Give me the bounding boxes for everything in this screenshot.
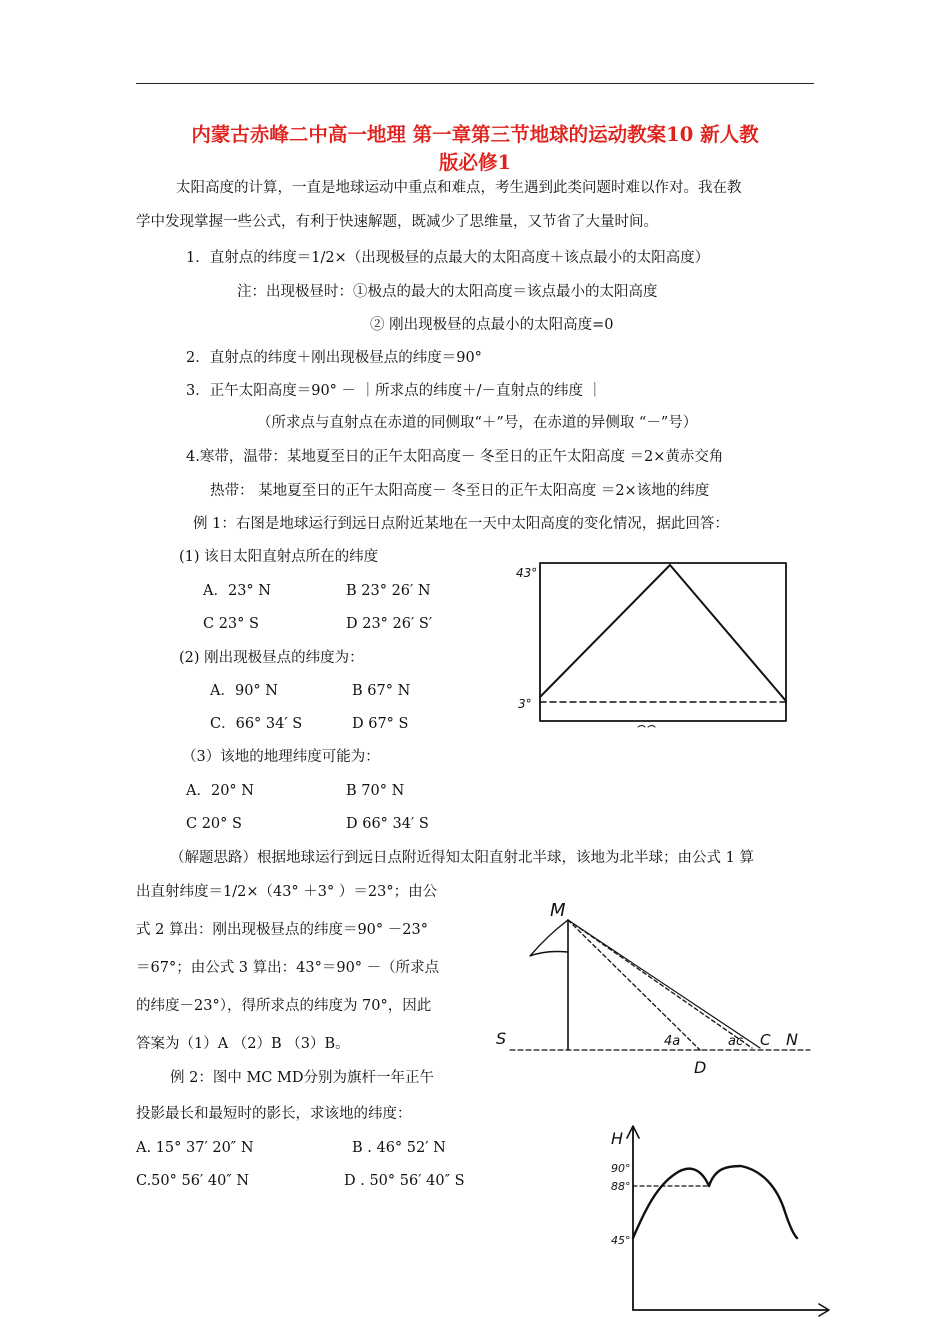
question-2: (2) 刚出现极昼点的纬度为： bbox=[179, 650, 364, 666]
sun-ray-D bbox=[568, 920, 700, 1050]
sun-altitude-figure bbox=[510, 555, 800, 735]
label-D: D bbox=[694, 1058, 707, 1077]
question-1: (1) 该日太阳直射点所在的纬度 bbox=[179, 549, 379, 565]
document-title-cont: 版必修1 bbox=[438, 151, 512, 174]
label-N: N bbox=[786, 1030, 798, 1049]
tick-88: 88° bbox=[611, 1180, 631, 1193]
option: B 70° N bbox=[346, 783, 405, 799]
flagpole-shadow-figure bbox=[490, 890, 820, 1080]
formula-note: 注：出现极昼时：①极点的最大的太阳高度＝该点最小的太阳高度 bbox=[237, 284, 658, 300]
option: C 20° S bbox=[186, 816, 242, 832]
label-3: 3° bbox=[518, 697, 532, 711]
option: A．23° N bbox=[203, 583, 271, 599]
angle-D-label: 4a bbox=[664, 1034, 681, 1049]
tick-45: 45° bbox=[611, 1234, 631, 1247]
formula-4b: 热带： 某地夏至日的正午太阳高度－ 冬至日的正午太阳高度 ＝2×该地的纬度 bbox=[210, 483, 710, 499]
altitude-curve-2 bbox=[633, 1166, 797, 1238]
solution-text: 答案为（1）A （2）B （3）B。 bbox=[136, 1036, 350, 1052]
formula-note: ② 刚出现极昼的点最小的太阳高度=0 bbox=[370, 317, 614, 333]
solution-text: 出直射纬度＝1/2×（43° ＋3° ）＝23°；由公 bbox=[136, 884, 438, 900]
option: B 23° 26′ N bbox=[346, 583, 431, 599]
sun-ray-C bbox=[568, 920, 752, 1048]
option: A．20° N bbox=[186, 783, 254, 799]
example-2-stem: 例 2：图中 MC MD分别为旗杆一年正午 bbox=[170, 1070, 434, 1086]
label-M: M bbox=[550, 900, 566, 921]
label-43: 43° bbox=[516, 566, 538, 580]
flag bbox=[530, 920, 568, 956]
label-C: C bbox=[760, 1031, 771, 1049]
formula-2: 2．直射点的纬度＋刚出现极昼点的纬度＝90° bbox=[186, 350, 482, 366]
formula-3: 3．正午太阳高度＝90° － ｜所求点的纬度＋/－直射点的纬度 ｜ bbox=[186, 383, 603, 399]
option: B . 46° 52′ N bbox=[352, 1140, 446, 1156]
option: D 66° 34′ S bbox=[346, 816, 429, 832]
solution-text: 的纬度－23°），得所求点的纬度为 70°，因此 bbox=[136, 998, 432, 1014]
option: A．90° N bbox=[210, 683, 278, 699]
intro-text: 学中发现掌握一些公式，有利于快速解题，既减少了思维量，又节省了大量时间。 bbox=[136, 214, 658, 230]
option: A. 15° 37′ 20″ N bbox=[136, 1140, 254, 1156]
option: D 23° 26′ S′ bbox=[346, 616, 433, 632]
altitude-curve-figure bbox=[605, 1120, 835, 1320]
angle-C-label: ac bbox=[728, 1034, 744, 1049]
solution-text: （解题思路）根据地球运行到远日点附近得知太阳直射北半球，该地为北半球；由公式 1 算 bbox=[170, 850, 754, 866]
document-title: 内蒙古赤峰二中高一地理 第一章第三节地球的运动教案10 新人教 bbox=[191, 123, 759, 146]
label-H: H bbox=[611, 1129, 624, 1148]
formula-3-note: （所求点与直射点在赤道的同侧取“＋”号，在赤道的异侧取 “－”号） bbox=[257, 415, 698, 431]
figure-frame bbox=[540, 563, 786, 721]
option: D 67° S bbox=[352, 716, 409, 732]
formula-1: 1．直射点的纬度＝1/2×（出现极昼的点最大的太阳高度＋该点最小的太阳高度） bbox=[186, 250, 710, 266]
intro-text: 太阳高度的计算，一直是地球运动中重点和难点，考生遇到此类问题时难以作对。我在教 bbox=[176, 180, 742, 196]
example-2-stem: 投影最长和最短时的影长，求该地的纬度： bbox=[136, 1106, 412, 1122]
option: C.50° 56′ 40″ N bbox=[136, 1173, 250, 1189]
tick-90: 90° bbox=[611, 1162, 631, 1175]
altitude-curve bbox=[540, 565, 786, 701]
sun-ray-solid bbox=[568, 920, 760, 1048]
option: C．66° 34′ S bbox=[210, 716, 303, 732]
formula-4a: 4.寒带，温带：某地夏至日的正午太阳高度－ 冬至日的正午太阳高度 ＝2×黄赤交角 bbox=[186, 449, 724, 465]
label-S: S bbox=[496, 1029, 507, 1048]
question-3: （3）该地的地理纬度可能为： bbox=[182, 749, 380, 765]
option: C 23° S bbox=[203, 616, 259, 632]
example-1-stem: 例 1：右图是地球运行到远日点附近某地在一天中太阳高度的变化情况，据此回答： bbox=[193, 516, 729, 532]
option: B 67° N bbox=[352, 683, 411, 699]
scribble-mark bbox=[638, 726, 655, 728]
solution-text: 式 2 算出：刚出现极昼点的纬度＝90° －23° bbox=[136, 922, 428, 938]
option: D . 50° 56′ 40″ S bbox=[344, 1173, 465, 1189]
header-rule bbox=[136, 83, 814, 84]
solution-text: ＝67°；由公式 3 算出：43°＝90° －（所求点 bbox=[136, 960, 440, 976]
